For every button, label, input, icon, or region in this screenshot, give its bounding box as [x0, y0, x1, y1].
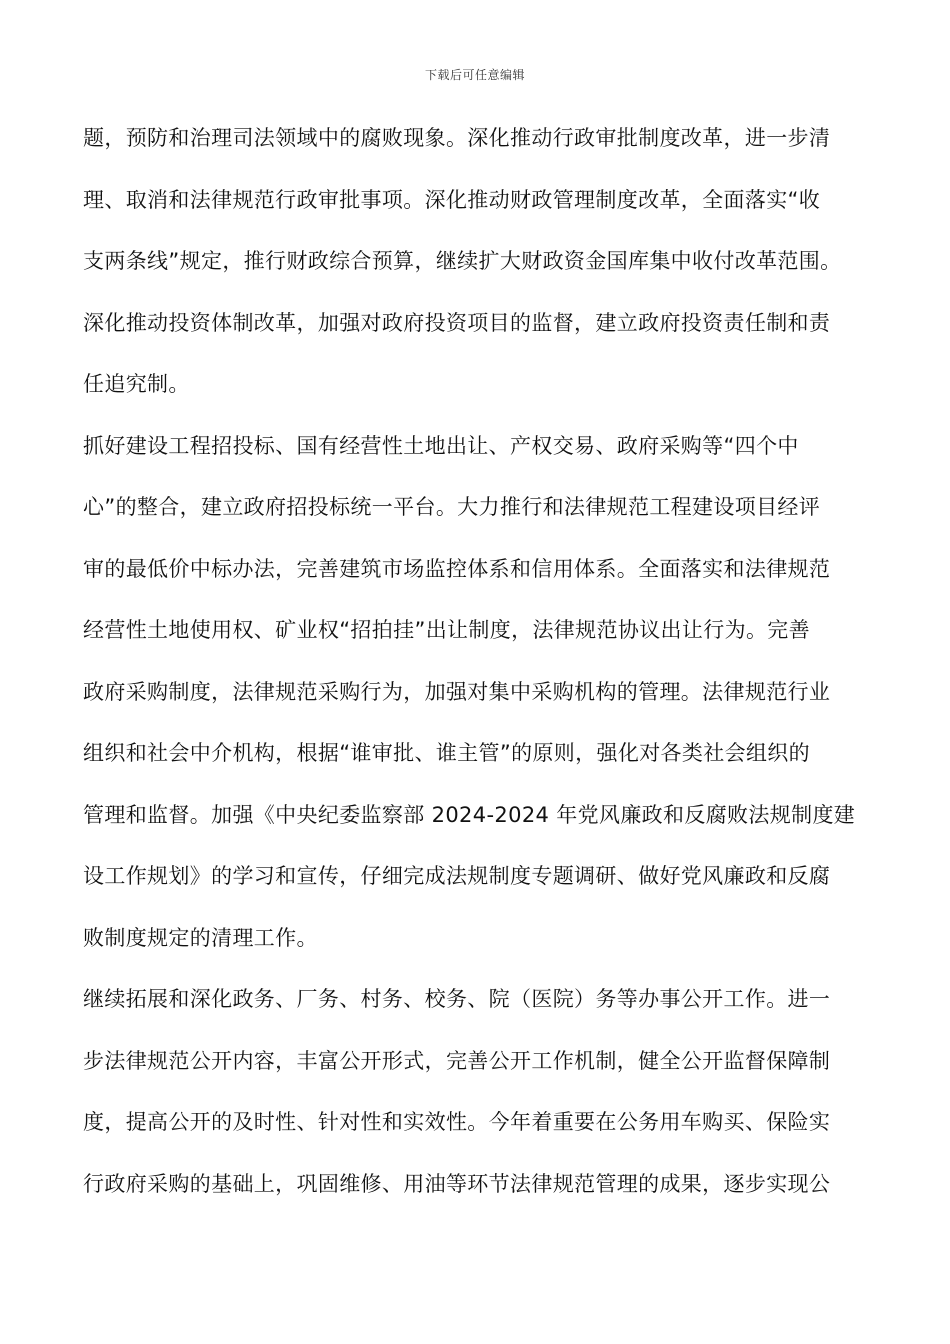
text-line: 题，预防和治理司法领域中的腐败现象。深化推动行政审批制度改革，进一步清 — [83, 126, 831, 150]
text-line: 败制度规定的清理工作。 — [83, 925, 318, 950]
text-line: 政府采购制度，法律规范采购行为，加强对集中采购机构的管理。法律规范行业 — [83, 679, 831, 704]
text-line: 行政府采购的基础上，巩固维修、用油等环节法律规范管理的成果，逐步实现公 — [83, 1171, 831, 1196]
text-line: 管理和监督。加强《中央纪委监察部 2024-2024 年党风廉政和反腐败法规制度建 — [83, 802, 856, 827]
document-body — [83, 108, 883, 1215]
text-line: 抓好建设工程招投标、国有经营性土地出让、产权交易、政府采购等“四个中 — [83, 433, 799, 458]
text-line: 审的最低价中标办法，完善建筑市场监控体系和信用体系。全面落实和法律规范 — [83, 556, 831, 581]
text-line: 任追究制。 — [83, 372, 190, 396]
text-line: 理、取消和法律规范行政审批事项。深化推动财政管理制度改革，全面落实“收 — [83, 187, 821, 212]
text-line: 心”的整合，建立政府招投标统一平台。大力推行和法律规范工程建设项目经评 — [83, 495, 821, 519]
text-line: 继续拓展和深化政务、厂务、村务、校务、院（医院）务等办事公开工作。进一 — [83, 987, 831, 1011]
text-line: 深化推动投资体制改革，加强对政府投资项目的监督，建立政府投资责任制和责 — [83, 310, 831, 335]
page-header: 下载后可任意编辑 — [424, 68, 525, 82]
text-line: 组织和社会中介机构，根据“谁审批、谁主管”的原则，强化对各类社会组织的 — [83, 741, 811, 765]
text-line: 度，提高公开的及时性、针对性和实效性。今年着重要在公务用车购买、保险实 — [83, 1110, 831, 1134]
text-line: 设工作规划》的学习和宣传，仔细完成法规制度专题调研、做好党风廉政和反腐 — [83, 864, 831, 888]
text-line: 步法律规范公开内容，丰富公开形式，完善公开工作机制，健全公开监督保障制 — [83, 1048, 831, 1073]
text-line: 经营性土地使用权、矿业权“招拍挂”出让制度，法律规范协议出让行为。完善 — [83, 618, 811, 642]
text-line: 支两条线”规定，推行财政综合预算，继续扩大财政资金国库集中收付改革范围。 — [83, 249, 842, 273]
